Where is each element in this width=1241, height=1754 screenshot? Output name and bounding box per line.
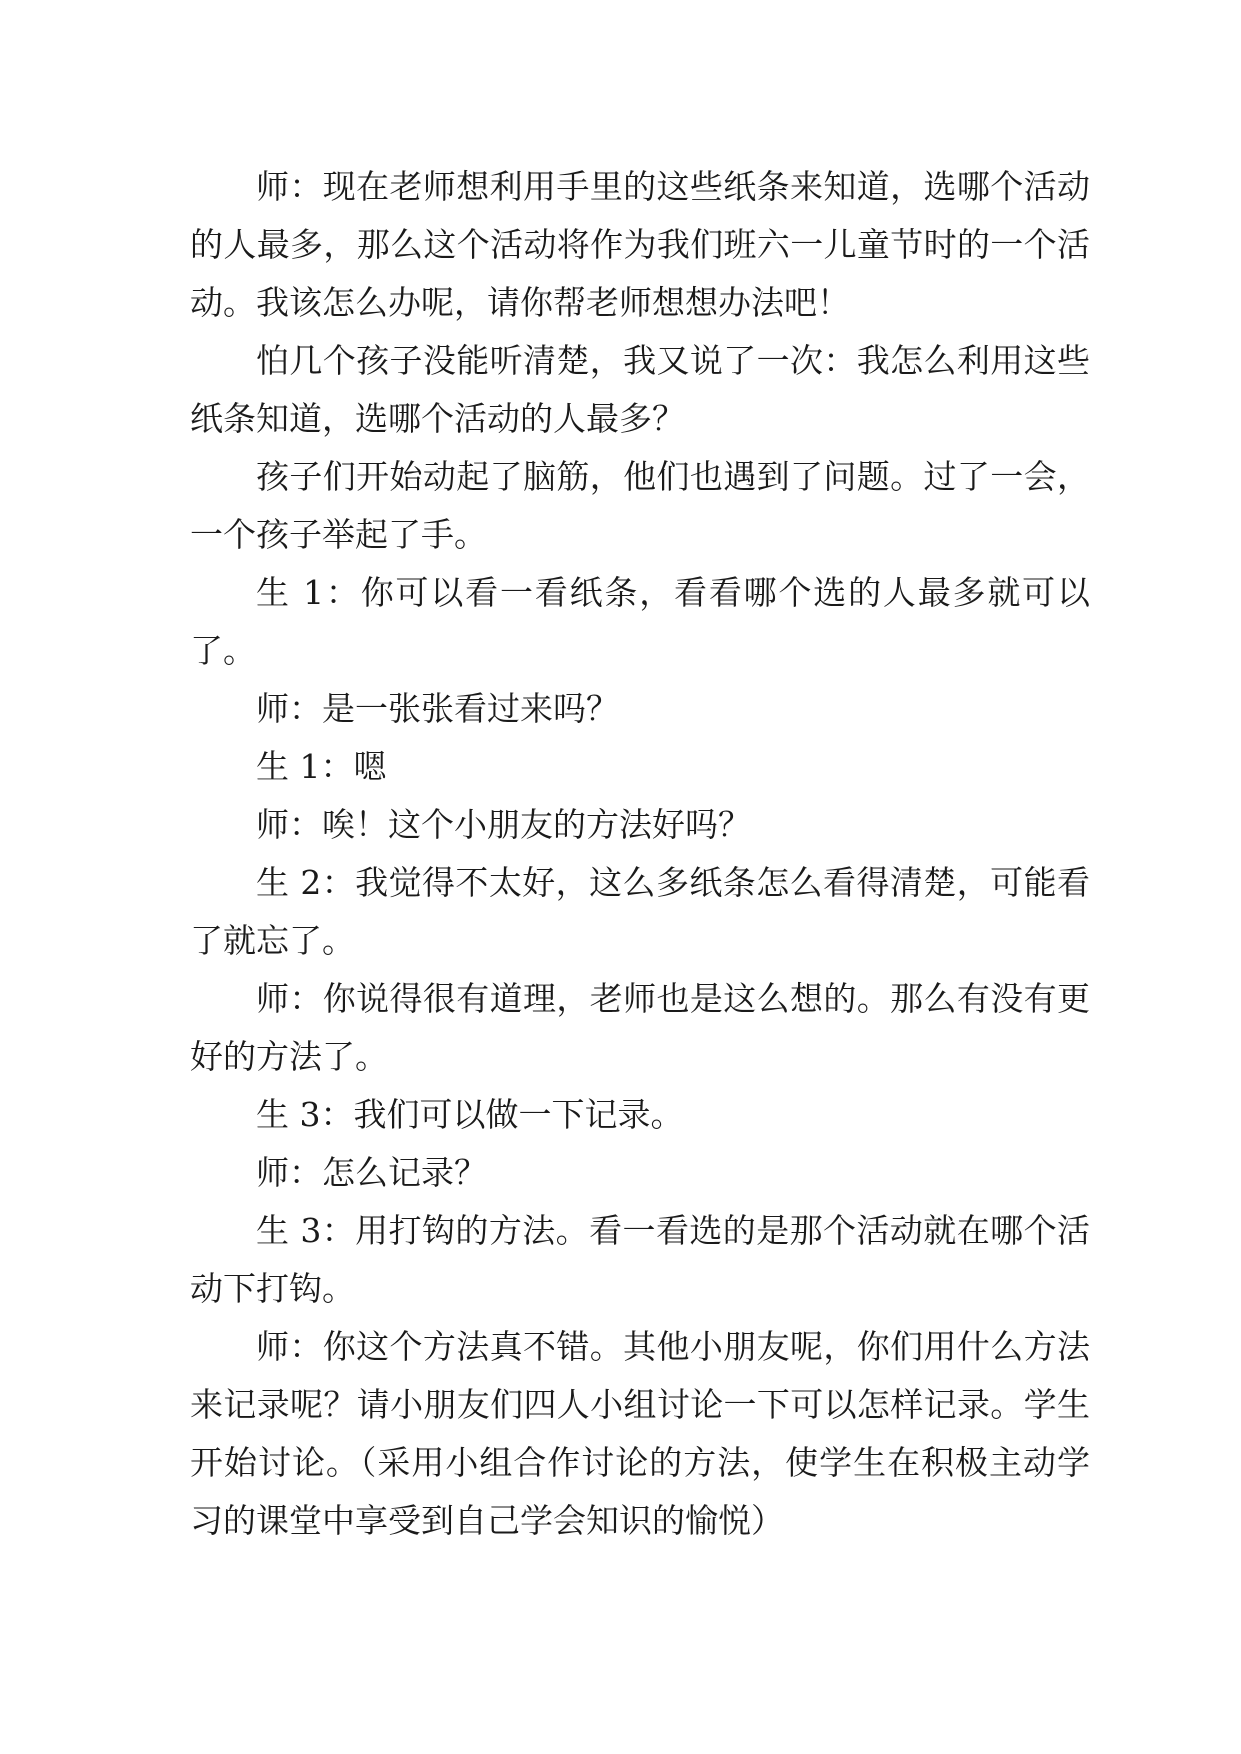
document-body	[190, 158, 1090, 1550]
paragraph-children-thinking: 孩子们开始动起了脑筋，他们也遇到了问题。过了一会，一个孩子举起了手。	[190, 457, 1090, 554]
paragraph-student1-answer: 生 1：你可以看一看纸条，看看哪个选的人最多就可以了。	[190, 573, 1090, 670]
paragraph-teacher-discussion: 师：你这个方法真不错。其他小朋友呢，你们用什么方法来记录呢？请小朋友们四人小组讨论一下可以怎样记录。学生开始讨论。（采用小组合作讨论的方法，使学生在积极主动学习的课堂中享受到自己学会知识的愉悦）	[190, 1327, 1090, 1540]
paragraph-student3-method: 生 3：用打钩的方法。看一看选的是那个活动就在哪个活动下打钩。	[190, 1211, 1090, 1308]
paragraph-teacher-followup: 师：是一张张看过来吗？	[256, 689, 619, 728]
paragraph-student1-reply: 生 1：嗯	[256, 747, 387, 786]
paragraph-repeat-question: 怕几个孩子没能听清楚，我又说了一次：我怎么利用这些纸条知道，选哪个活动的人最多？	[190, 341, 1090, 438]
paragraph-student2-answer: 生 2：我觉得不太好，这么多纸条怎么看得清楚，可能看了就忘了。	[190, 863, 1090, 960]
paragraph-teacher-evaluate: 师：唉！这个小朋友的方法好吗？	[256, 805, 751, 844]
paragraph-student3-answer: 生 3：我们可以做一下记录。	[256, 1095, 684, 1134]
paragraph-teacher-agree: 师：你说得很有道理，老师也是这么想的。那么有没有更好的方法了。	[190, 979, 1090, 1076]
paragraph-teacher-how: 师：怎么记录？	[256, 1153, 487, 1192]
paragraph-teacher-question: 师：现在老师想利用手里的这些纸条来知道，选哪个活动的人最多，那么这个活动将作为我们班六一儿童节时的一个活动。我该怎么办呢，请你帮老师想想办法吧！	[190, 167, 1090, 322]
